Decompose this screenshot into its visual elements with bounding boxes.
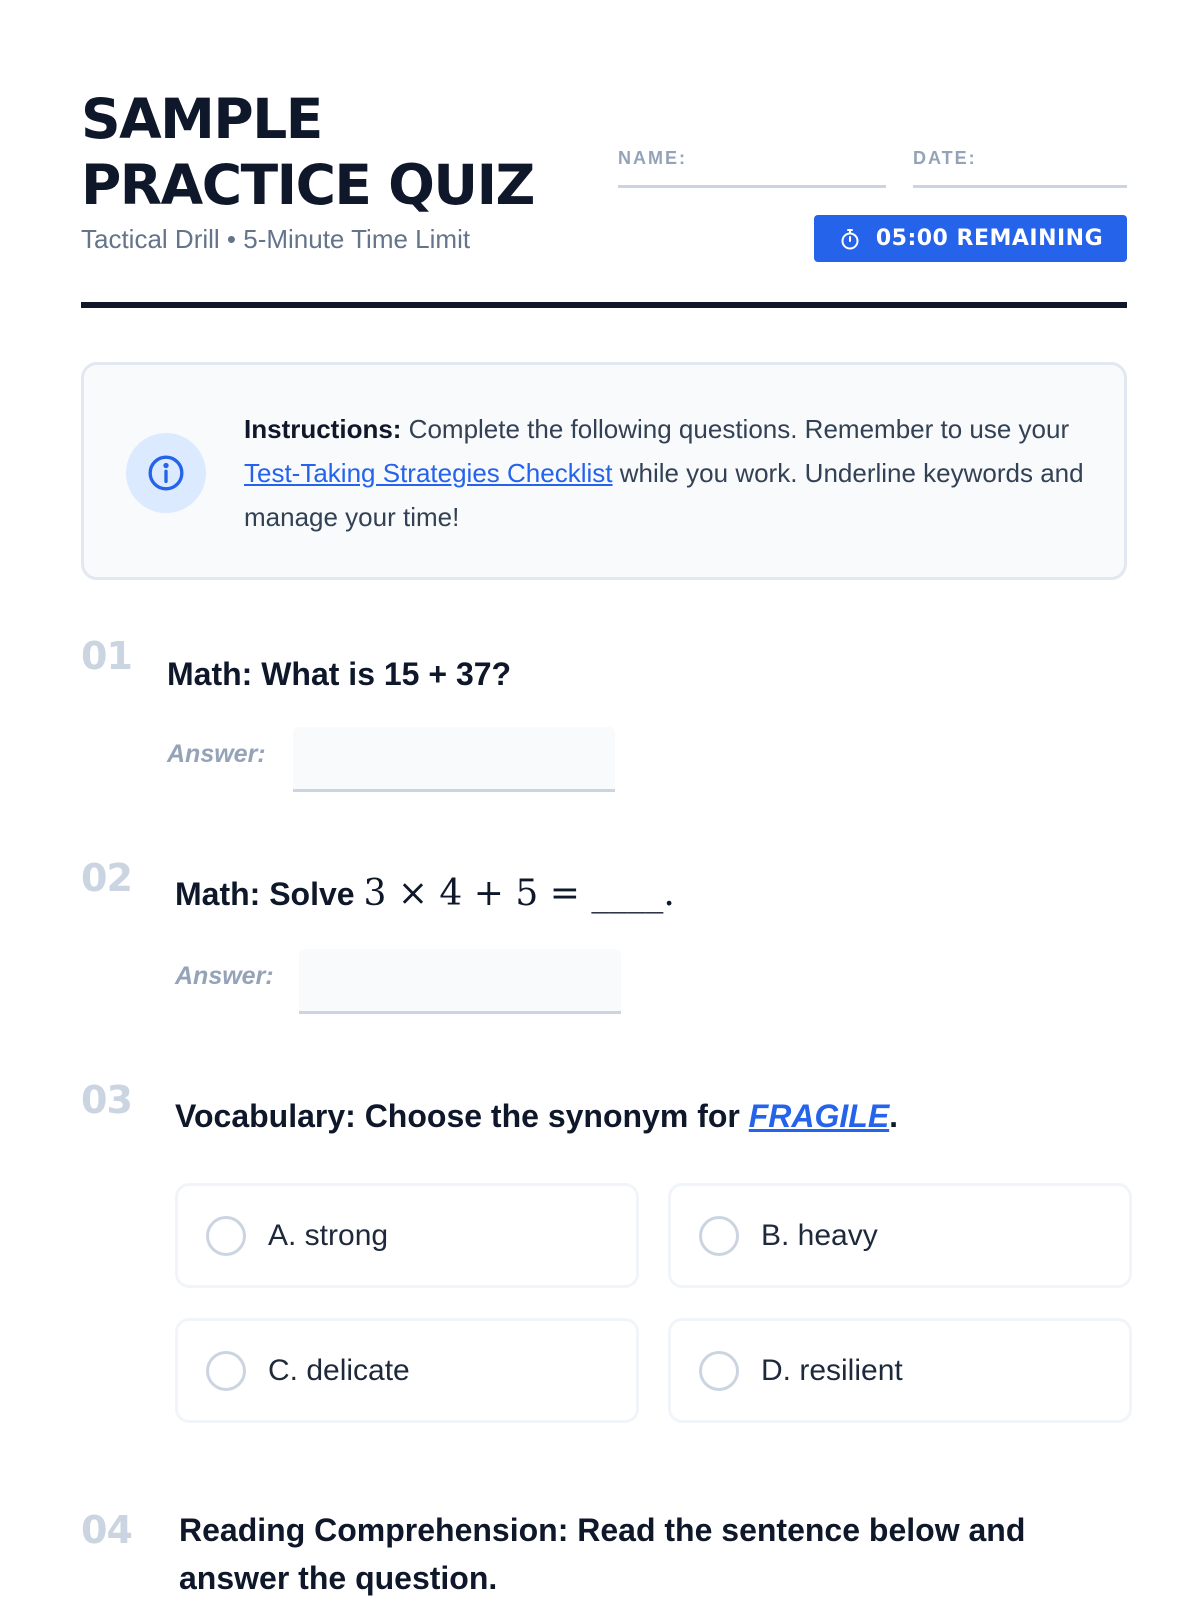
answer-input-1[interactable] xyxy=(293,727,615,792)
question-text-2 xyxy=(175,870,675,918)
instructions-box xyxy=(81,362,1127,580)
timer-label: 05:00 REMAINING xyxy=(875,226,1104,251)
page-subtitle: Tactical Drill • 5-Minute Time Limit xyxy=(81,224,471,254)
question-number-2: 02 xyxy=(81,856,132,900)
name-label: NAME: xyxy=(618,148,687,168)
question-number-1: 01 xyxy=(81,634,132,678)
instructions-text-2: while you work. Underline keywords and manage your time! xyxy=(244,458,1084,532)
instructions-text xyxy=(244,407,1084,539)
radio-option-a[interactable] xyxy=(206,1216,246,1256)
stopwatch-icon xyxy=(838,227,862,251)
radio-option-b[interactable] xyxy=(699,1216,739,1256)
question-text-1: Math: What is 15 + 37? xyxy=(167,656,512,692)
option-a-label: A. strong xyxy=(268,1218,389,1252)
timer-badge xyxy=(814,215,1127,262)
instructions-lead: Instructions: xyxy=(244,414,402,444)
option-d[interactable] xyxy=(668,1318,1132,1423)
title-line-2: PRACTICE QUIZ xyxy=(81,153,534,217)
question-3-keyword: FRAGILE xyxy=(748,1098,890,1134)
radio-option-c[interactable] xyxy=(206,1351,246,1391)
option-b[interactable] xyxy=(668,1183,1132,1288)
instructions-text-1: Complete the following questions. Remember to use your xyxy=(401,414,1070,444)
question-3-suffix: . xyxy=(889,1098,899,1134)
radio-option-d[interactable] xyxy=(699,1351,739,1391)
option-c-label: C. delicate xyxy=(268,1353,410,1387)
header-divider xyxy=(81,302,1127,308)
option-c[interactable] xyxy=(175,1318,639,1423)
option-a[interactable] xyxy=(175,1183,639,1288)
question-text-4: Reading Comprehension: Read the sentence below and answer the question. xyxy=(179,1512,1026,1596)
question-number-4: 04 xyxy=(81,1508,132,1552)
info-badge xyxy=(126,433,206,513)
option-d-label: D. resilient xyxy=(761,1353,903,1387)
answer-input-2[interactable] xyxy=(299,949,621,1014)
question-number-3: 03 xyxy=(81,1078,132,1122)
question-3-prefix: Vocabulary: Choose the synonym for xyxy=(175,1098,749,1134)
title-line-1: SAMPLE xyxy=(81,87,322,151)
name-field[interactable] xyxy=(618,148,886,188)
strategies-checklist-link[interactable]: Test-Taking Strategies Checklist xyxy=(244,458,613,488)
date-field[interactable] xyxy=(913,148,1127,188)
answer-label-1: Answer: xyxy=(167,740,266,768)
option-b-label: B. heavy xyxy=(761,1218,878,1252)
question-2-math: 3 × 4 + 5 = ____. xyxy=(363,873,675,914)
date-label: DATE: xyxy=(913,148,977,168)
page-title xyxy=(81,86,534,218)
question-text-3 xyxy=(175,1092,898,1140)
info-icon xyxy=(146,453,186,493)
question-2-prefix: Math: Solve xyxy=(175,876,364,912)
answer-label-2: Answer: xyxy=(175,962,274,990)
